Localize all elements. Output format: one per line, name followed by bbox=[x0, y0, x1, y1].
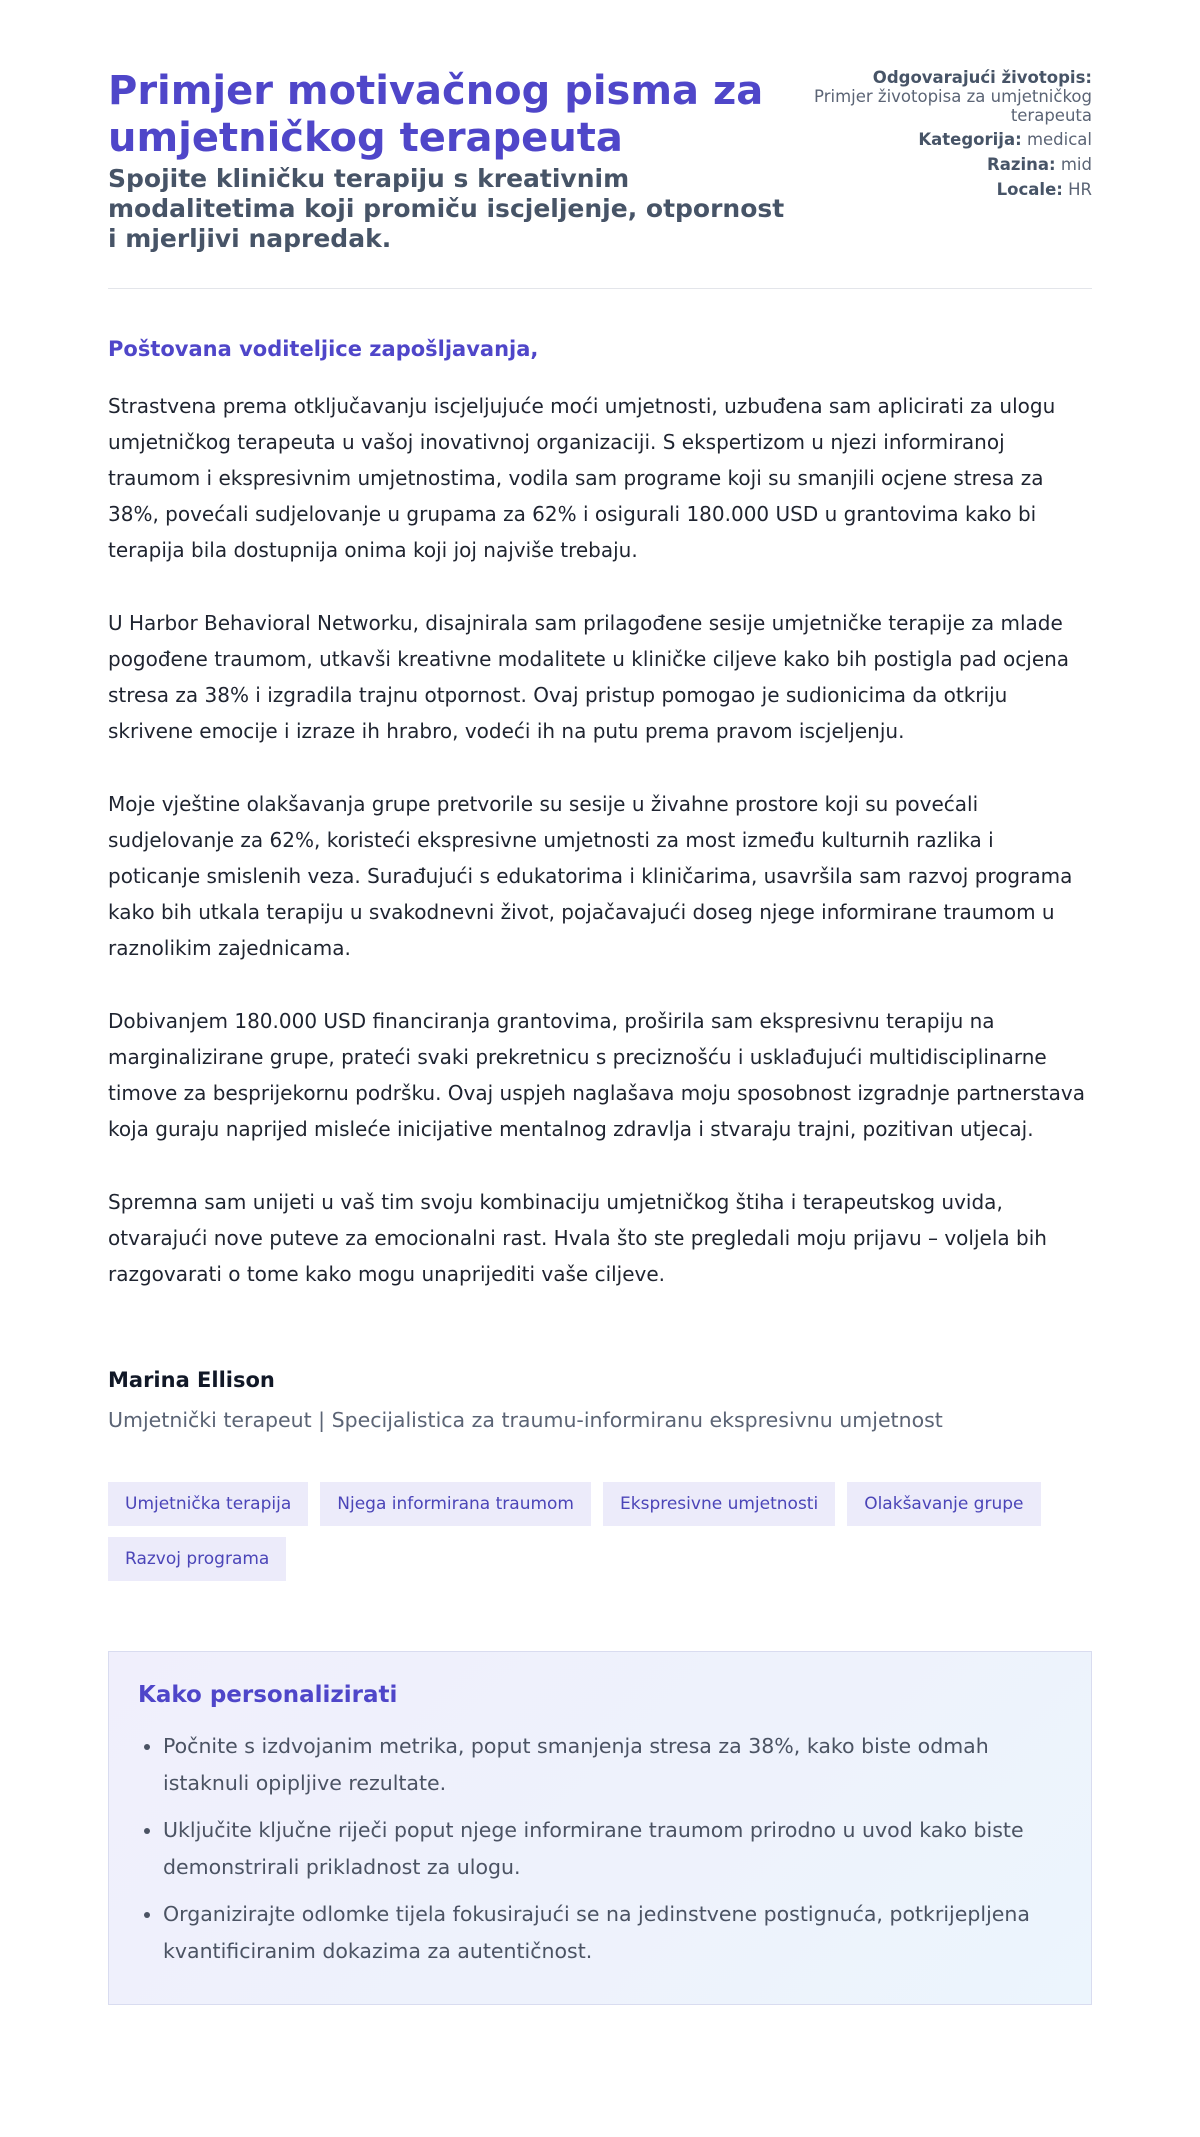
letter-paragraph: Spremna sam unijeti u vaš tim svoju kombinaciju umjetničkog štiha i terapeutskog uvida, otvarajući nove puteve za emocionalni rast. Hvala što ste pregledali moju prijavu – voljela bih razgovarati o tome kako mogu unaprijediti vaše ciljeve. bbox=[108, 1190, 1047, 1286]
meta-category-label: Kategorija: bbox=[918, 130, 1022, 149]
tips-list bbox=[138, 1728, 1062, 1970]
skill-tag: Razvoj programa bbox=[108, 1537, 286, 1581]
tips-list-item: • Uključite ključne riječi poput njege informirane traumom prirodno u uvod kako biste demonstrirali prikladnost za ulogu. bbox=[163, 1812, 1062, 1886]
letter-salutation: Poštovana voditeljice zapošljavanja, bbox=[108, 337, 539, 361]
letter-paragraph: Dobivanjem 180.000 USD financiranja grantovima, proširila sam ekspresivnu terapiju na marginalizirane grupe, prateći svaki prekretnicu s preciznošću i usklađujući multidisciplinarne timove za besprijekornu podršku. Ovaj uspjeh naglašava moju sposobnost izgradnje partnerstava koja guraju naprijed misleće inicijative mentalnog zdravlja i stvaraju trajni, pozitivan utjecaj. bbox=[108, 1009, 1085, 1141]
meta-level bbox=[797, 155, 1092, 174]
meta-locale-value: HR bbox=[1068, 180, 1092, 199]
tips-title: Kako personalizirati bbox=[138, 1682, 398, 1708]
skill-tag: Olakšavanje grupe bbox=[847, 1482, 1040, 1526]
letter-paragraph: Moje vještine olakšavanja grupe pretvorile su sesije u živahne prostore koji su povećali sudjelovanje za 62%, koristeći ekspresivne umjetnosti za most između kulturnih razlika i poticanje smislenih veza. Surađujući s edukatorima i kliničarima, usavršila sam razvoj programa kako bih utkala terapiju u svakodnevni život, pojačavajući doseg njege informirane traumom u raznolikim zajednicama. bbox=[108, 792, 1073, 960]
meta-level-label: Razina: bbox=[987, 155, 1056, 174]
meta-resume-label: Odgovarajući životopis: bbox=[872, 68, 1092, 87]
header-divider bbox=[108, 288, 1092, 289]
signature-name: Marina Ellison bbox=[108, 1368, 275, 1392]
meta-panel bbox=[797, 68, 1092, 205]
meta-locale-label: Locale: bbox=[996, 180, 1063, 199]
letter-paragraph: Strastvena prema otključavanju iscjeljujuće moći umjetnosti, uzbuđena sam aplicirati za ulogu umjetničkog terapeuta u vašoj inovativnoj organizaciji. S ekspertizom u njezi informiranoj traumom i ekspresivnim umjetnostima, vodila sam programe koji su smanjili ocjene stresa za 38%, povećali sudjelovanje u grupama za 62% i osigurali 180.000 USD u grantovima kako bi terapija bila dostupnija onima koji joj najviše trebaju. bbox=[108, 394, 1056, 562]
skill-tag: Umjetnička terapija bbox=[108, 1482, 308, 1526]
meta-level-value: mid bbox=[1060, 155, 1092, 174]
page-subtitle: Spojite kliničku terapiju s kreativnim modalitetima koji promiču iscjeljenje, otpornost i mjerljivi napredak. bbox=[108, 164, 785, 253]
skill-tags bbox=[108, 1482, 1098, 1581]
personalization-tips-box bbox=[108, 1651, 1092, 2005]
skill-tag: Ekspresivne umjetnosti bbox=[603, 1482, 835, 1526]
letter-paragraph: U Harbor Behavioral Networku, disajnirala sam prilagođene sesije umjetničke terapije za mlade pogođene traumom, utkavši kreativne modalitete u kliničke ciljeve kako bih postigla pad ocjena stresa za 38% i izgradila trajnu otpornost. Ovaj pristup pomogao je sudionicima da otkriju skrivene emocije i izraze ih hrabro, vodeći ih na putu prema pravom iscjeljenju. bbox=[108, 611, 1070, 743]
skill-tag: Njega informirana traumom bbox=[320, 1482, 591, 1526]
meta-category-value: medical bbox=[1026, 130, 1092, 149]
page-header bbox=[108, 68, 1092, 254]
header-titles bbox=[108, 68, 797, 254]
meta-resume bbox=[797, 68, 1092, 125]
meta-category bbox=[797, 130, 1092, 149]
signature-role: Umjetnički terapeut | Specijalistica za traumu-informiranu ekspresivnu umjetnost bbox=[108, 1408, 943, 1432]
signature-block bbox=[108, 1368, 1092, 1432]
tips-list-item: • Počnite s izdvojanim metrika, poput smanjenja stresa za 38%, kako biste odmah istaknuli opipljive rezultate. bbox=[163, 1728, 1062, 1802]
meta-resume-value: Primjer životopisa za umjetničkog terapeuta bbox=[814, 87, 1092, 125]
page-title: Primjer motivačnog pisma za umjetničkog terapeuta bbox=[108, 68, 764, 161]
tips-list-item: • Organizirajte odlomke tijela fokusirajući se na jedinstvene postignuća, potkrijepljena kvantificiranim dokazima za autentičnost. bbox=[163, 1896, 1062, 1970]
meta-locale bbox=[797, 180, 1092, 199]
letter-body bbox=[108, 337, 1092, 1292]
